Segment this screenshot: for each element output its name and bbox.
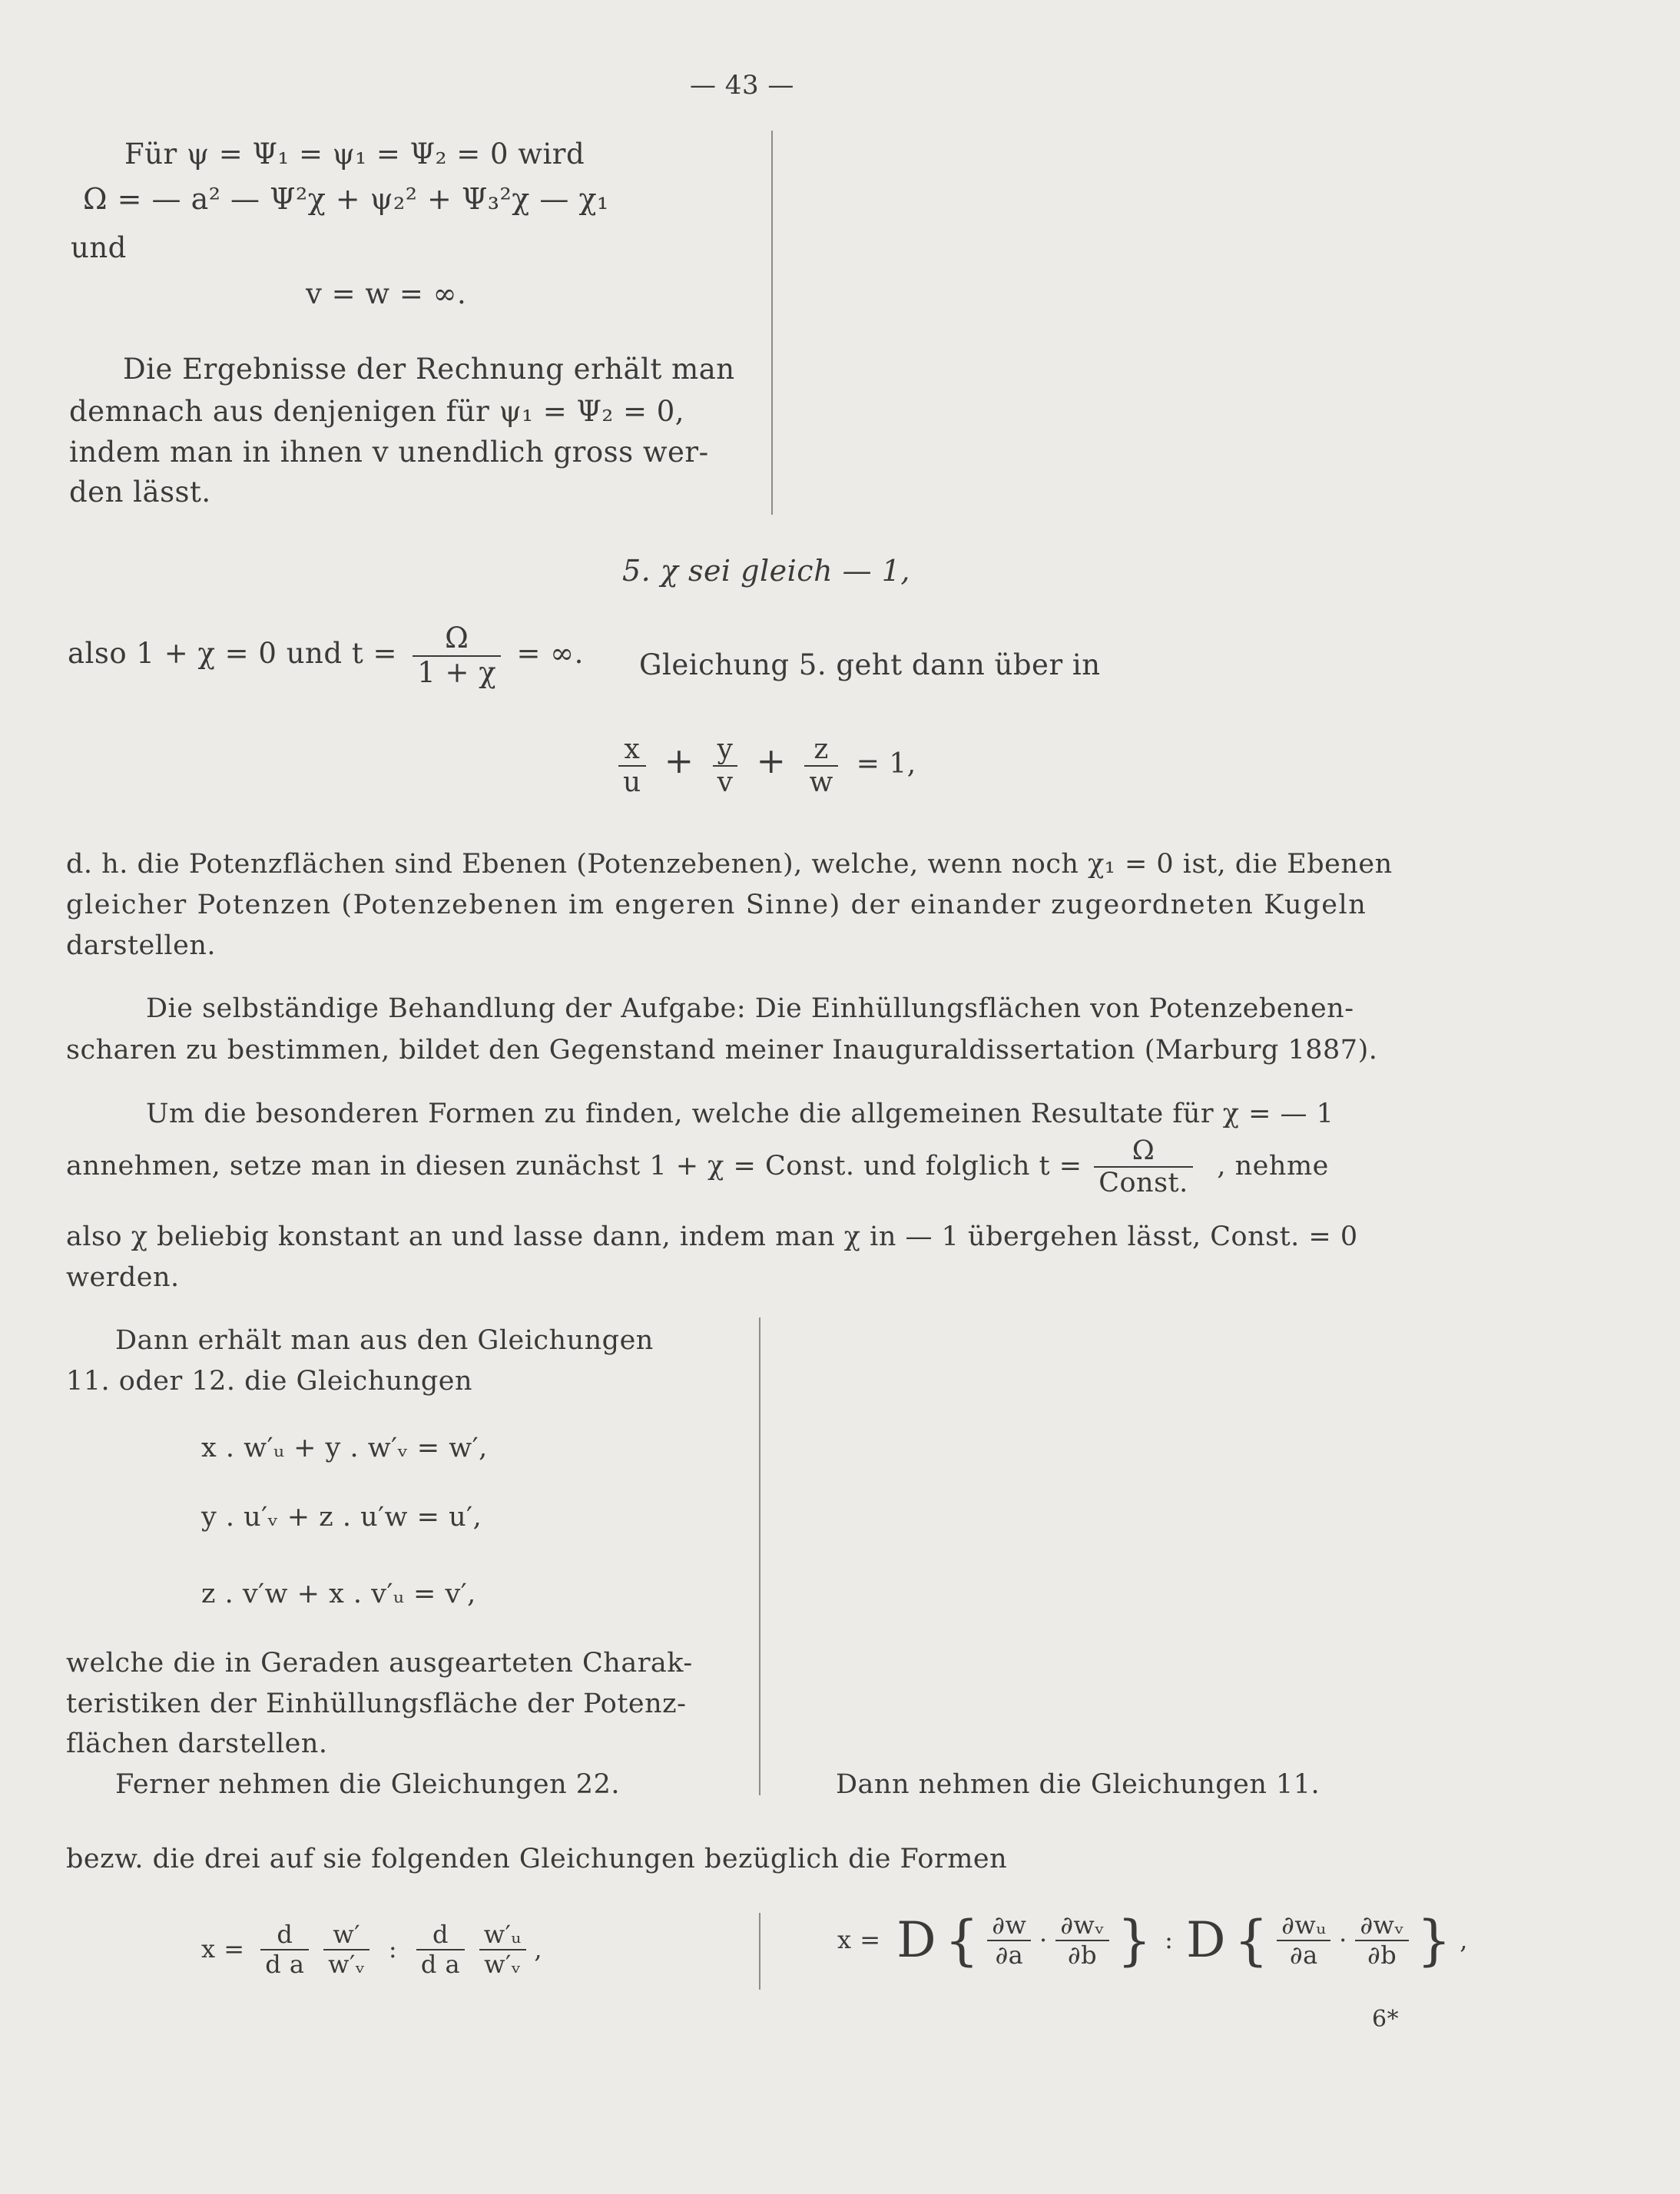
text-line: und (71, 231, 127, 264)
text-line: demnach aus denjenigen für ψ₁ = Ψ₂ = 0, (69, 395, 685, 428)
text-line: Dann erhält man aus den Gleichungen (115, 1325, 654, 1356)
text-segment: annehmen, setze man in diesen zunächst 1 + χ = Const. und folglich t = (66, 1150, 1082, 1182)
fraction-numerator: ∂wᵤ (1281, 1911, 1327, 1940)
text-segment: = 1, (856, 748, 916, 780)
text-line: Um die besonderen Formen zu finden, welche die allgemeinen Resultate für χ = — 1 (146, 1099, 1334, 1129)
fraction-numerator: Ω (445, 621, 469, 655)
fraction (1094, 1135, 1193, 1199)
fraction-denominator: Const. (1094, 1166, 1193, 1198)
section-heading: 5. χ sei gleich — 1, (622, 554, 910, 588)
text-line: bezw. die drei auf sie folgenden Gleichungen bezüglich die Formen (66, 1844, 1008, 1874)
text-segment: , nehme (1217, 1150, 1329, 1182)
formula-line: z . v′w + x . v′ᵤ = v′, (201, 1579, 476, 1609)
formula-right (837, 1908, 1468, 1972)
fraction-denominator: d a (416, 1949, 465, 1979)
formula-line: x . w′ᵤ + y . w′ᵥ = w′, (201, 1433, 488, 1463)
fraction-denominator: w′ᵥ (479, 1949, 526, 1979)
dot: · (1339, 1925, 1347, 1955)
operator: + (664, 740, 694, 782)
text-line: 11. oder 12. die Gleichungen (66, 1366, 473, 1397)
fraction-numerator: z (813, 734, 829, 765)
fraction-denominator: ∂a (987, 1940, 1031, 1970)
column-divider (771, 131, 773, 515)
text-segment: = ∞. (516, 637, 584, 671)
text-segment: also 1 + χ = 0 und t = (68, 637, 397, 671)
text-line: Die Ergebnisse der Rechnung erhält man (123, 353, 735, 386)
fraction-denominator: ∂b (1355, 1940, 1408, 1970)
text-line: gleicher Potenzen (Potenzebenen im engeren Sinne) der einander zugeordneten Kugeln (66, 890, 1367, 920)
operator: + (756, 740, 787, 782)
fraction-denominator: ∂a (1277, 1940, 1330, 1970)
fraction-numerator: x (624, 734, 641, 765)
fraction (804, 734, 837, 799)
text-line: Für ψ = Ψ₁ = ψ₁ = Ψ₂ = 0 wird (124, 138, 585, 171)
text-line: Die selbständige Behandlung der Aufgabe: Die Einhüllungsflächen von Potenzebenen- (146, 993, 1354, 1024)
fraction-denominator: ∂b (1055, 1940, 1108, 1970)
fraction (713, 734, 738, 799)
signature-mark: 6* (1372, 2006, 1400, 2033)
formula-line (68, 622, 584, 689)
text-segment: , (534, 1934, 542, 1964)
fraction (416, 1921, 465, 1979)
fraction (987, 1911, 1031, 1970)
fraction-numerator: ∂wᵥ (1060, 1911, 1105, 1940)
fraction-numerator: ∂w (992, 1911, 1027, 1940)
text-line: flächen darstellen. (66, 1728, 328, 1759)
fraction-numerator: ∂wᵥ (1360, 1911, 1404, 1940)
fraction (618, 734, 646, 799)
text-line: den lässt. (69, 476, 211, 509)
fraction-numerator: d (277, 1920, 293, 1949)
fraction (1055, 1911, 1108, 1970)
left-brace: { (1234, 1908, 1269, 1972)
fraction (260, 1921, 309, 1979)
left-brace: { (944, 1908, 979, 1972)
formula-line (618, 734, 916, 799)
operator: : (388, 1934, 398, 1964)
fraction (479, 1921, 526, 1979)
formula-left (201, 1921, 542, 1979)
text-segment: x = (201, 1934, 245, 1964)
fraction-denominator: 1 + χ (413, 655, 501, 690)
determinant-symbol: D (896, 1911, 937, 1969)
fraction-numerator: d (432, 1920, 449, 1949)
fraction-numerator: y (717, 734, 734, 765)
page-number: — 43 — (690, 70, 794, 101)
fraction (1277, 1911, 1330, 1970)
fraction-numerator: w′ (333, 1920, 360, 1949)
column-divider (759, 1317, 760, 1795)
fraction-denominator: u (618, 765, 646, 798)
right-brace: } (1417, 1908, 1452, 1972)
fraction-denominator: d a (260, 1949, 309, 1979)
text-line: scharen zu bestimmen, bildet den Gegenstand meiner Inauguraldissertation (Marburg 1887). (66, 1035, 1378, 1066)
column-divider (759, 1913, 760, 1990)
dot: · (1039, 1925, 1048, 1955)
formula-line: y . u′ᵥ + z . u′w = u′, (201, 1502, 482, 1533)
text-line: indem man in ihnen v unendlich gross wer- (69, 436, 709, 469)
text-line: d. h. die Potenzflächen sind Ebenen (Potenzebenen), welche, wenn noch χ₁ = 0 ist, die Ebenen (66, 849, 1393, 880)
right-brace: } (1117, 1908, 1152, 1972)
operator: : (1165, 1925, 1174, 1955)
determinant-symbol: D (1186, 1911, 1226, 1969)
text-segment: x = (837, 1925, 881, 1955)
text-line: Gleichung 5. geht dann über in (639, 648, 1101, 681)
text-line: Ferner nehmen die Gleichungen 22. (115, 1769, 620, 1800)
fraction-numerator: Ω (1132, 1135, 1155, 1166)
fraction-denominator: w′ᵥ (323, 1949, 369, 1979)
formula-line (66, 1135, 1329, 1199)
fraction-numerator: w′ᵤ (483, 1920, 522, 1949)
text-line: werden. (66, 1262, 180, 1293)
text-line: darstellen. (66, 930, 217, 961)
formula-line: v = w = ∞. (306, 277, 467, 310)
fraction (413, 622, 501, 689)
fraction (1355, 1911, 1408, 1970)
text-line: teristiken der Einhüllungsfläche der Potenz- (66, 1689, 687, 1719)
fraction (323, 1921, 369, 1979)
formula-omega: Ω = — a² — Ψ²χ + ψ₂² + Ψ₃²χ — χ₁ (83, 182, 609, 216)
fraction-denominator: v (713, 765, 738, 798)
text-segment: , (1460, 1925, 1468, 1955)
fraction-denominator: w (804, 765, 837, 798)
text-line: welche die in Geraden ausgearteten Charak- (66, 1648, 693, 1679)
text-line: Dann nehmen die Gleichungen 11. (836, 1769, 1320, 1800)
text-line: also χ beliebig konstant an und lasse dann, indem man χ in — 1 übergehen lässt, Const. = 0 (66, 1221, 1358, 1252)
